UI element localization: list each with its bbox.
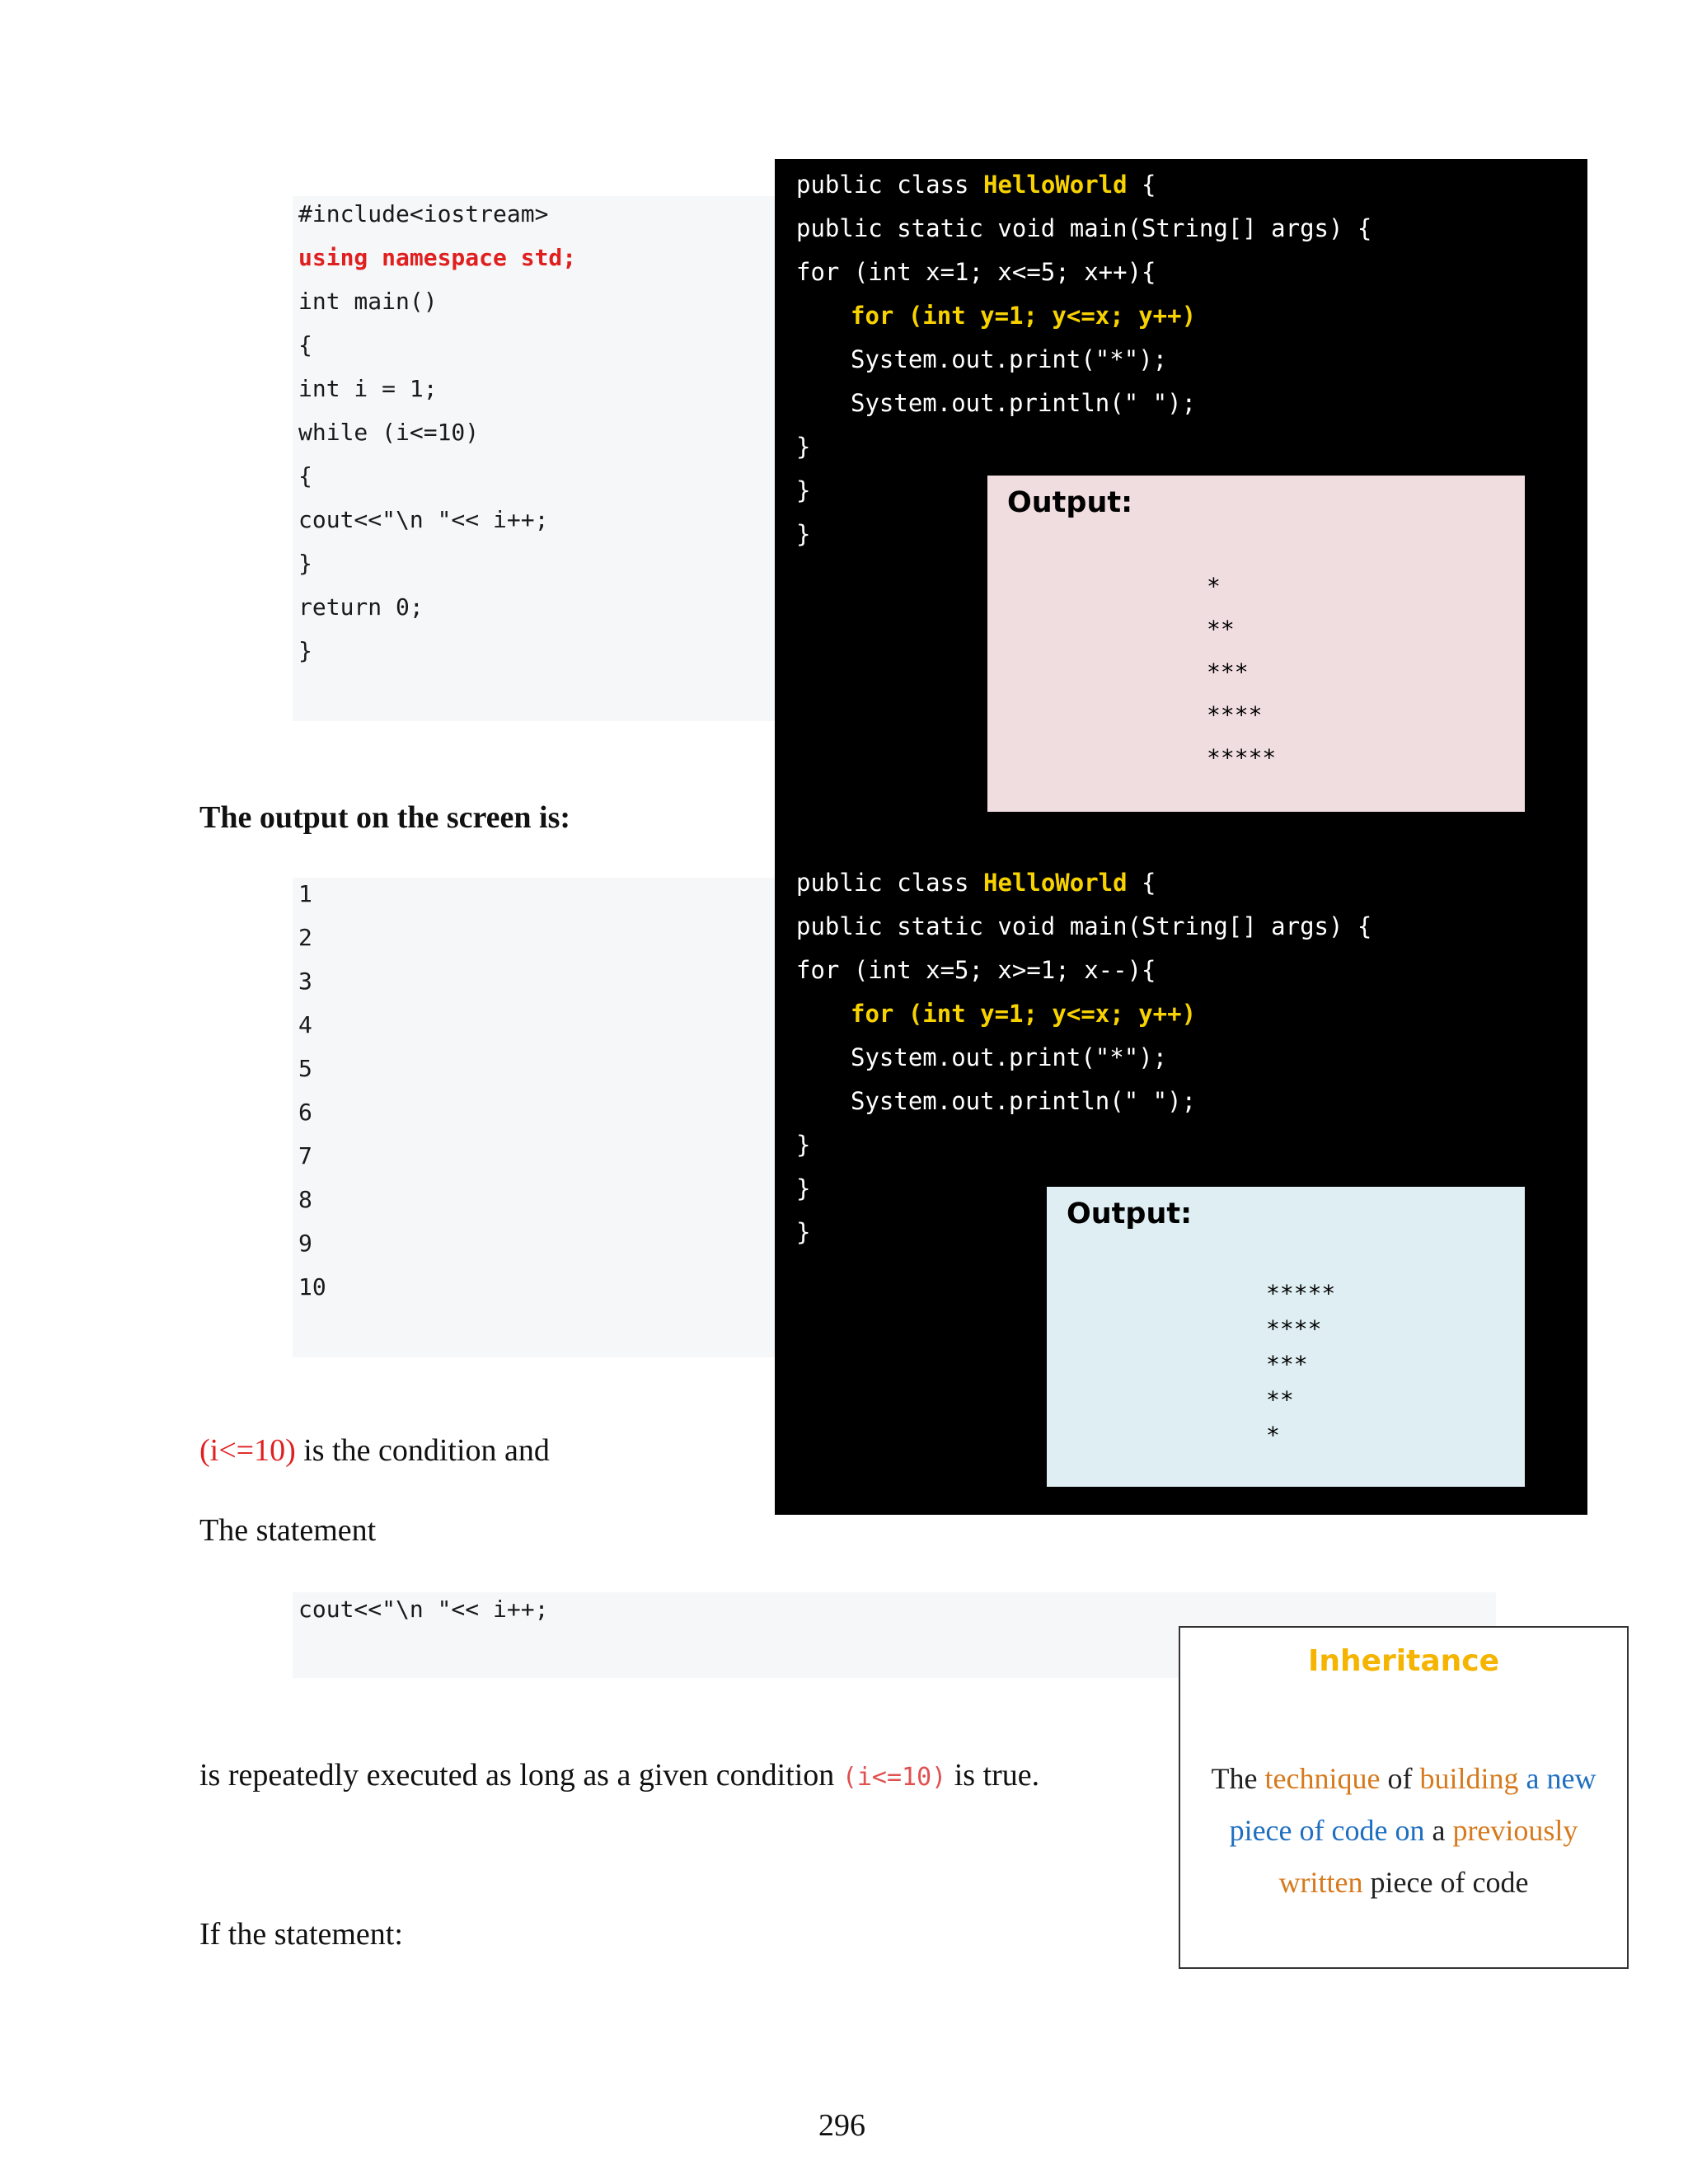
inheritance-line: The technique of building a new bbox=[1211, 1762, 1597, 1795]
code-line: return 0; bbox=[298, 593, 424, 621]
output-number: 10 bbox=[298, 1273, 326, 1301]
java-line: System.out.println(" "); bbox=[851, 1087, 1197, 1115]
if-statement-text: If the statement: bbox=[199, 1917, 403, 1952]
star-row: * bbox=[1207, 573, 1221, 600]
output-number: 2 bbox=[298, 924, 312, 951]
code-line: } bbox=[298, 550, 312, 577]
java-line: public static void main(String[] args) { bbox=[796, 214, 1372, 242]
inheritance-line: written piece of code bbox=[1278, 1866, 1529, 1899]
page-number: 296 bbox=[818, 2108, 865, 2143]
star-row: ** bbox=[1266, 1386, 1294, 1413]
java-line: } bbox=[796, 1218, 811, 1246]
code-line: } bbox=[298, 637, 312, 664]
output-number: 3 bbox=[298, 968, 312, 995]
inheritance-box bbox=[1179, 1626, 1629, 1969]
java-line: public class HelloWorld { bbox=[796, 171, 1156, 199]
statement-label: The statement bbox=[199, 1513, 377, 1548]
java-line: public class HelloWorld { bbox=[796, 869, 1156, 897]
java-line: } bbox=[796, 433, 811, 461]
java-line: public static void main(String[] args) { bbox=[796, 912, 1372, 940]
java-line: System.out.print("*"); bbox=[851, 345, 1168, 373]
java-line: } bbox=[796, 1174, 811, 1202]
output-number: 9 bbox=[298, 1230, 312, 1257]
star-row: **** bbox=[1207, 701, 1263, 729]
star-row: ***** bbox=[1207, 744, 1277, 771]
code-line: int i = 1; bbox=[298, 375, 438, 402]
inheritance-line: piece of code on a previously bbox=[1229, 1814, 1578, 1847]
code-line: int main() bbox=[298, 288, 438, 315]
java-line: System.out.println(" "); bbox=[851, 389, 1197, 417]
inheritance-title: Inheritance bbox=[1307, 1644, 1500, 1678]
java-line: for (int x=5; x>=1; x--){ bbox=[796, 956, 1156, 984]
code-line: while (i<=10) bbox=[298, 419, 480, 446]
output-number: 8 bbox=[298, 1186, 312, 1213]
star-row: *** bbox=[1207, 658, 1249, 686]
repeat-text: is repeatedly executed as long as a given condition (i<=10) is true. bbox=[199, 1758, 1040, 1793]
output-heading: The output on the screen is: bbox=[199, 800, 571, 835]
output-number: 5 bbox=[298, 1055, 312, 1082]
statement-code: cout<<"\n "<< i++; bbox=[298, 1596, 549, 1623]
code-line: { bbox=[298, 331, 312, 359]
java-line: for (int x=1; x<=5; x++){ bbox=[796, 258, 1156, 286]
star-row: * bbox=[1266, 1422, 1280, 1449]
condition-text: (i<=10) is the condition and bbox=[199, 1433, 550, 1468]
output-number: 4 bbox=[298, 1011, 312, 1038]
code-line: { bbox=[298, 462, 312, 490]
java-line: } bbox=[796, 1131, 811, 1159]
output-title: Output: bbox=[1067, 1197, 1193, 1230]
code-line: using namespace std; bbox=[298, 244, 577, 271]
star-row: *** bbox=[1266, 1351, 1308, 1378]
code-line: #include<iostream> bbox=[298, 200, 549, 227]
output-numbers-block bbox=[293, 878, 775, 1357]
output-number: 1 bbox=[298, 880, 312, 907]
java-line: for (int y=1; y<=x; y++) bbox=[851, 302, 1197, 330]
star-row: **** bbox=[1266, 1315, 1322, 1343]
star-row: ***** bbox=[1266, 1280, 1336, 1307]
output-number: 7 bbox=[298, 1142, 312, 1169]
output-number: 6 bbox=[298, 1099, 312, 1126]
code-line: cout<<"\n "<< i++; bbox=[298, 506, 549, 533]
java-line: } bbox=[796, 520, 811, 548]
output-title: Output: bbox=[1007, 486, 1133, 519]
java-line: System.out.print("*"); bbox=[851, 1043, 1168, 1071]
java-line: } bbox=[796, 476, 811, 504]
java-line: for (int y=1; y<=x; y++) bbox=[851, 1000, 1197, 1028]
star-row: ** bbox=[1207, 616, 1235, 643]
